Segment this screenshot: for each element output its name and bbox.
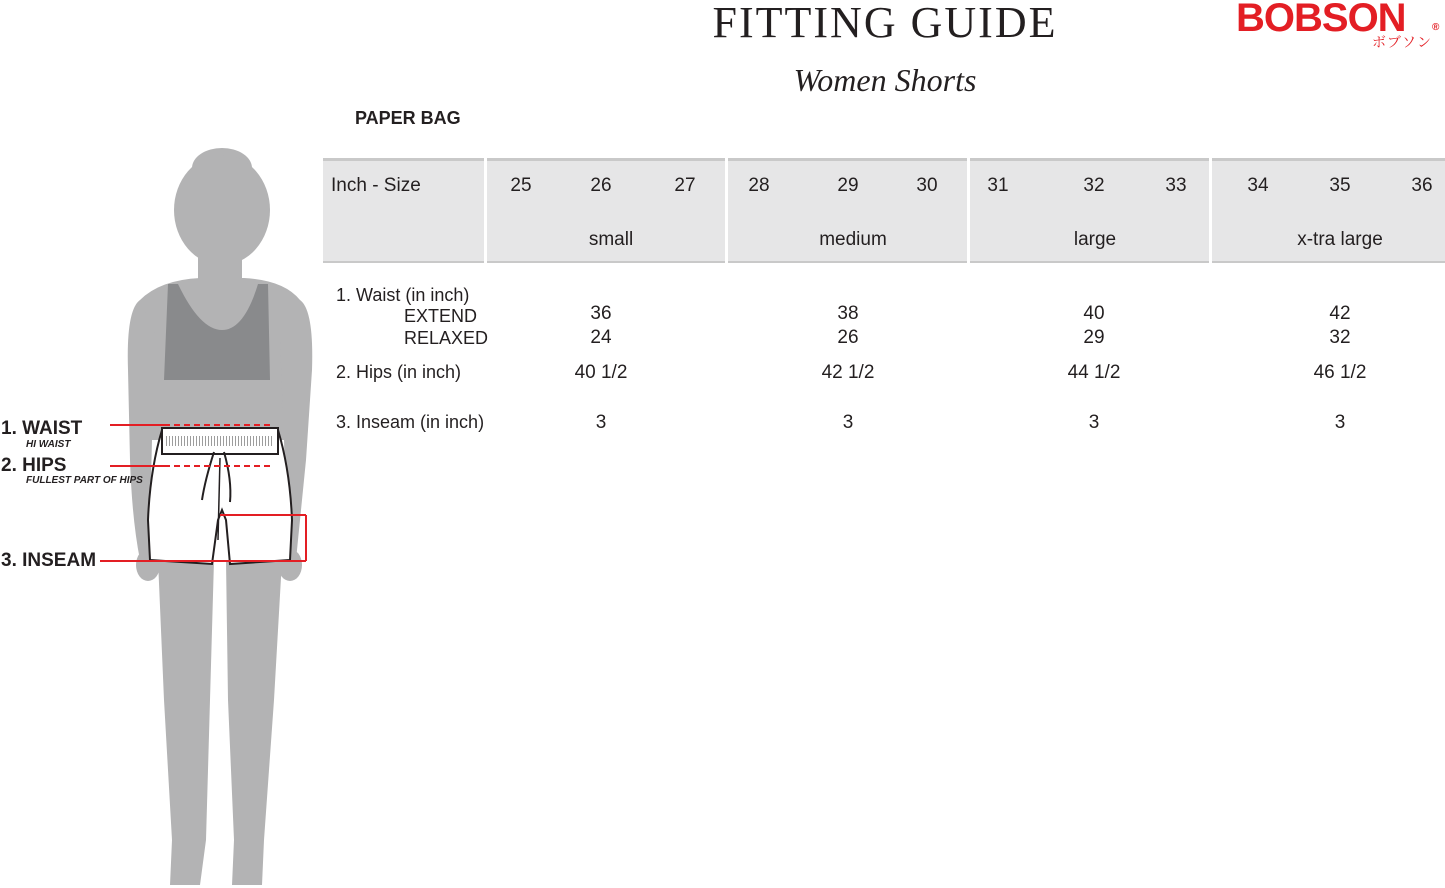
page-title: FITTING GUIDE bbox=[712, 0, 1058, 47]
brand-registered-mark: ® bbox=[1432, 22, 1440, 33]
waist-extend-label: EXTEND bbox=[404, 306, 478, 326]
inseam-measure-label: 3. INSEAM bbox=[1, 550, 97, 571]
hips-xtra-large: 46 1/2 bbox=[1313, 362, 1367, 383]
group-xtra-large: x-tra large bbox=[1297, 229, 1383, 250]
size-30: 30 bbox=[916, 175, 938, 196]
size-35: 35 bbox=[1329, 175, 1351, 196]
shorts-illustration bbox=[148, 428, 292, 564]
hips-measure-label: 2. HIPS bbox=[1, 455, 67, 476]
waist-extend-medium: 38 bbox=[837, 303, 859, 324]
inseam-medium: 3 bbox=[842, 412, 854, 433]
size-32: 32 bbox=[1083, 175, 1105, 196]
hips-medium: 42 1/2 bbox=[821, 362, 875, 383]
hips-small: 40 1/2 bbox=[574, 362, 628, 383]
waist-relaxed-small: 24 bbox=[590, 327, 612, 348]
waist-measure-sublabel: HI WAIST bbox=[26, 439, 71, 450]
waist-row-label: 1. Waist (in inch) bbox=[336, 285, 470, 305]
size-29: 29 bbox=[837, 175, 859, 196]
size-25: 25 bbox=[510, 175, 532, 196]
size-33: 33 bbox=[1165, 175, 1187, 196]
waist-relaxed-large: 29 bbox=[1083, 327, 1105, 348]
size-36: 36 bbox=[1411, 175, 1433, 196]
size-header-label: Inch - Size bbox=[331, 175, 421, 196]
size-34: 34 bbox=[1247, 175, 1269, 196]
woman-figure-illustration bbox=[0, 140, 320, 888]
waist-extend-small: 36 bbox=[590, 303, 612, 324]
brand-katakana: ボブソン bbox=[1372, 35, 1432, 51]
group-small: small bbox=[588, 229, 634, 250]
inseam-large: 3 bbox=[1088, 412, 1100, 433]
size-31: 31 bbox=[987, 175, 1009, 196]
waist-relaxed-xtra-large: 32 bbox=[1329, 327, 1351, 348]
table-divider bbox=[484, 158, 487, 263]
hips-measure-sublabel: FULLEST PART OF HIPS bbox=[26, 475, 143, 486]
hips-row-label: 2. Hips (in inch) bbox=[336, 362, 462, 382]
size-26: 26 bbox=[590, 175, 612, 196]
inseam-xtra-large: 3 bbox=[1334, 412, 1346, 433]
size-27: 27 bbox=[674, 175, 696, 196]
group-large: large bbox=[1073, 229, 1117, 250]
brand-logo: BOBSON bbox=[1236, 0, 1406, 40]
inseam-small: 3 bbox=[595, 412, 607, 433]
waist-extend-xtra-large: 42 bbox=[1329, 303, 1351, 324]
group-medium: medium bbox=[819, 229, 887, 250]
style-name: PAPER BAG bbox=[355, 108, 461, 128]
waist-measure-label: 1. WAIST bbox=[1, 418, 83, 439]
page-subtitle: Women Shorts bbox=[793, 62, 977, 98]
size-28: 28 bbox=[748, 175, 770, 196]
waist-relaxed-medium: 26 bbox=[837, 327, 859, 348]
inseam-row-label: 3. Inseam (in inch) bbox=[336, 412, 485, 432]
waist-relaxed-label: RELAXED bbox=[404, 328, 489, 348]
waist-extend-large: 40 bbox=[1083, 303, 1105, 324]
hips-large: 44 1/2 bbox=[1067, 362, 1121, 383]
